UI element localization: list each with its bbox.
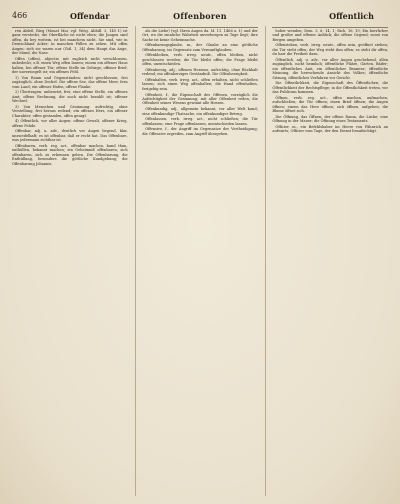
- column-middle: [142, 26, 258, 496]
- entry-paragraph: Offenbarungsglaube, m., der Glaube an eine göttliche Offenbarung, im Gegensatz zum Vernunftglauben.: [142, 43, 258, 52]
- entry-paragraph: als die Liebe) (vgl. Ihren Augen da. M. 11, 1466 u. f.) und der Ort, wo die sinnliche Wahrheit unverborgen zu Tage liegt; ihre Sache ist keine Geheimsache.: [142, 28, 258, 42]
- entry-paragraph: Die Öffentlichkeit, die Eigenschaft des Öffentlichen; die Öffentlichkeit der Rechtspflege; in die Öffentlichkeit treten, vor das Publicum kommen.: [272, 81, 388, 95]
- entry-paragraph: Offenhalten, verb. irreg. act., offen erhalten, nicht schließen lassen; sich einen Weg offenhalten; die Hand offenhalten, freigebig sein.: [142, 77, 258, 91]
- column-divider: [135, 26, 136, 496]
- entry-paragraph: Officier, m., ein Befehlshaber im Heere von Fähnrich an aufwärts; Officier vom Tage, der den Dienst beaufsichtigt.: [272, 124, 388, 134]
- entry-paragraph: Offenbleiben, verb. irreg. neutr., offen bleiben, nicht geschlossen werden; die Tür bleibt offen; die Frage bleibt offen, unentschieden.: [142, 53, 258, 67]
- column-rule: [142, 27, 258, 28]
- right-running-head: Offentlich: [329, 11, 374, 21]
- entry-paragraph: 1) Von Raum und Gegenständen: nicht geschlossen, frei zugänglich, ohne Deckel. Die offene See, das offene Meer, fern vom Land; ein offener Hafen; offene Flanke.: [12, 75, 128, 89]
- text-columns: [12, 26, 388, 496]
- entry-paragraph: Offen (offen), abjectiv, mit zugleich nicht verschlossen, unbedeckt, z.B. einen Weg offen lassen; einem ein offenes Haus halten; bei offener Tür; offene Stelle im Gebirge; offener Brief, der unversiegelt ist; ein offenes Feld.: [12, 56, 128, 74]
- column-right: [272, 26, 388, 496]
- column-rule: [272, 27, 388, 28]
- entry-paragraph: Offensive, f., der Angriff im Gegensatze der Vertheidigung; die Offensive ergreifen, zum Angriff übergehen.: [142, 127, 258, 136]
- entry-paragraph: Offenkundig, adj., allgemein bekannt, vor aller Welt kund; eine offenkundige Thatsache, ein offenkundiger Betrug.: [142, 107, 258, 116]
- page-number: 466: [12, 11, 28, 20]
- column-left: [12, 26, 128, 496]
- column-rule: [12, 27, 128, 28]
- column-divider: [265, 26, 266, 496]
- entry-paragraph: 2) Übertragen: unbesetzt, frei; eine offene Stelle, ein offenes Amt; offene Rechnung, die noch nicht bezahlt ist; offener Wechsel.: [12, 90, 128, 104]
- entry-paragraph: 4) Öffentlich, vor aller Augen: offene Gewalt, offener Krieg, offene Fehde.: [12, 119, 128, 128]
- running-header: [12, 8, 388, 24]
- center-running-head: Offenboren: [173, 11, 227, 21]
- entry-paragraph: Offenbar, adj. u. adv., deutlich vor Augen liegend, klar, unzweifelhaft; es ist offenbar, daß er recht hat. Das Offenbare, was jedermann sichtbar ist.: [12, 129, 128, 143]
- entry-paragraph: Offenstehen, verb. irreg. neutr., offen sein, geöffnet stehen; die Tür steht offen; der Weg steht ihm offen; es steht dir offen, du hast die Freiheit dazu.: [272, 43, 388, 57]
- entry-paragraph: Öffnen, verb. reg. act., offen machen, aufmachen, aufschließen; die Tür öffnen; einen Brief öffnen; die Augen öffnen; einem das Herz öffnen; sich öffnen, aufgehen; die Blume öffnet sich.: [272, 95, 388, 114]
- entry-paragraph: Offenheit, f., die Eigenschaft des Offenen, vorzüglich die Aufrichtigkeit der Gesinnung; mit aller Offenheit reden; die Offenheit seines Wesens gewinnt alle Herzen.: [142, 92, 258, 106]
- entry-paragraph: ren Ableß, Rieg (Monat Mai, vgl. Weig. Abhdl. 3, 145 f.) ist ganz versteckt, die Oberfläche ist nicht eben; die Jungen sind offen, da bey weitem, ist bei manchem nicht. Sie sind, wie in Deutschland Acker; in manchen Fällen zu sehen. Mit offen Augen: sieh sie waren nur (Gitl. 1, 34) dem Haupt das Auge, der Mund, die Nase.: [12, 28, 128, 55]
- entry-paragraph: Offenlassen, verb. irreg. act., nicht schließen; die Tür offenlassen; eine Frage offenlassen, unentschieden lassen.: [142, 117, 258, 126]
- entry-paragraph: Offenherzig, adj., offenen Herzens, aufrichtig, ohne Rückhalt redend; ein offenherziges Geständniß. Die Offenherzigkeit.: [142, 67, 258, 77]
- left-running-head: Offendar: [70, 11, 110, 21]
- entry-paragraph: hoher wenden; Dem. 3, 6; 14, 1; Rich. 16, 19; Ein herrlicher und großer und offener Anblick; die offene Gegend; sonst von Bergen umgeben.: [272, 28, 388, 42]
- entry-paragraph: Öffentlich, adj. u. adv., vor aller Augen geschehend, allen zugänglich, nicht heimlich; öffentliche Plätze, Gärten, Bäder; ein öffentliches Amt, ein öffentlicher Beamter; öffentliche Meinung, die herrschende Ansicht des Volkes; öffentliche Sitzung, öffentliches Verfahren vor Gericht.: [272, 57, 388, 80]
- entry-paragraph: 3) Von Menschen und Gesinnung: aufrichtig, ohne Verstellung, frei heraus redend; ein offenes Herz, ein offener Charakter; offen gestanden, offen gesagt.: [12, 104, 128, 118]
- entry-paragraph: Offenbaren, verb. reg. act., offenbar machen, kund thun, enthüllen, bekannt machen; ein Geheimniß offenbaren; sich offenbaren, sich zu erkennen geben. Die Offenbarung, die Enthüllung, besonders die göttliche Kundgebung; die Offenbarung Johannis.: [12, 143, 128, 166]
- entry-paragraph: Die Öffnung, das Öffnen; der offene Raum, die Lücke; eine Öffnung in der Mauer; die Öffnung eines Testaments.: [272, 114, 388, 124]
